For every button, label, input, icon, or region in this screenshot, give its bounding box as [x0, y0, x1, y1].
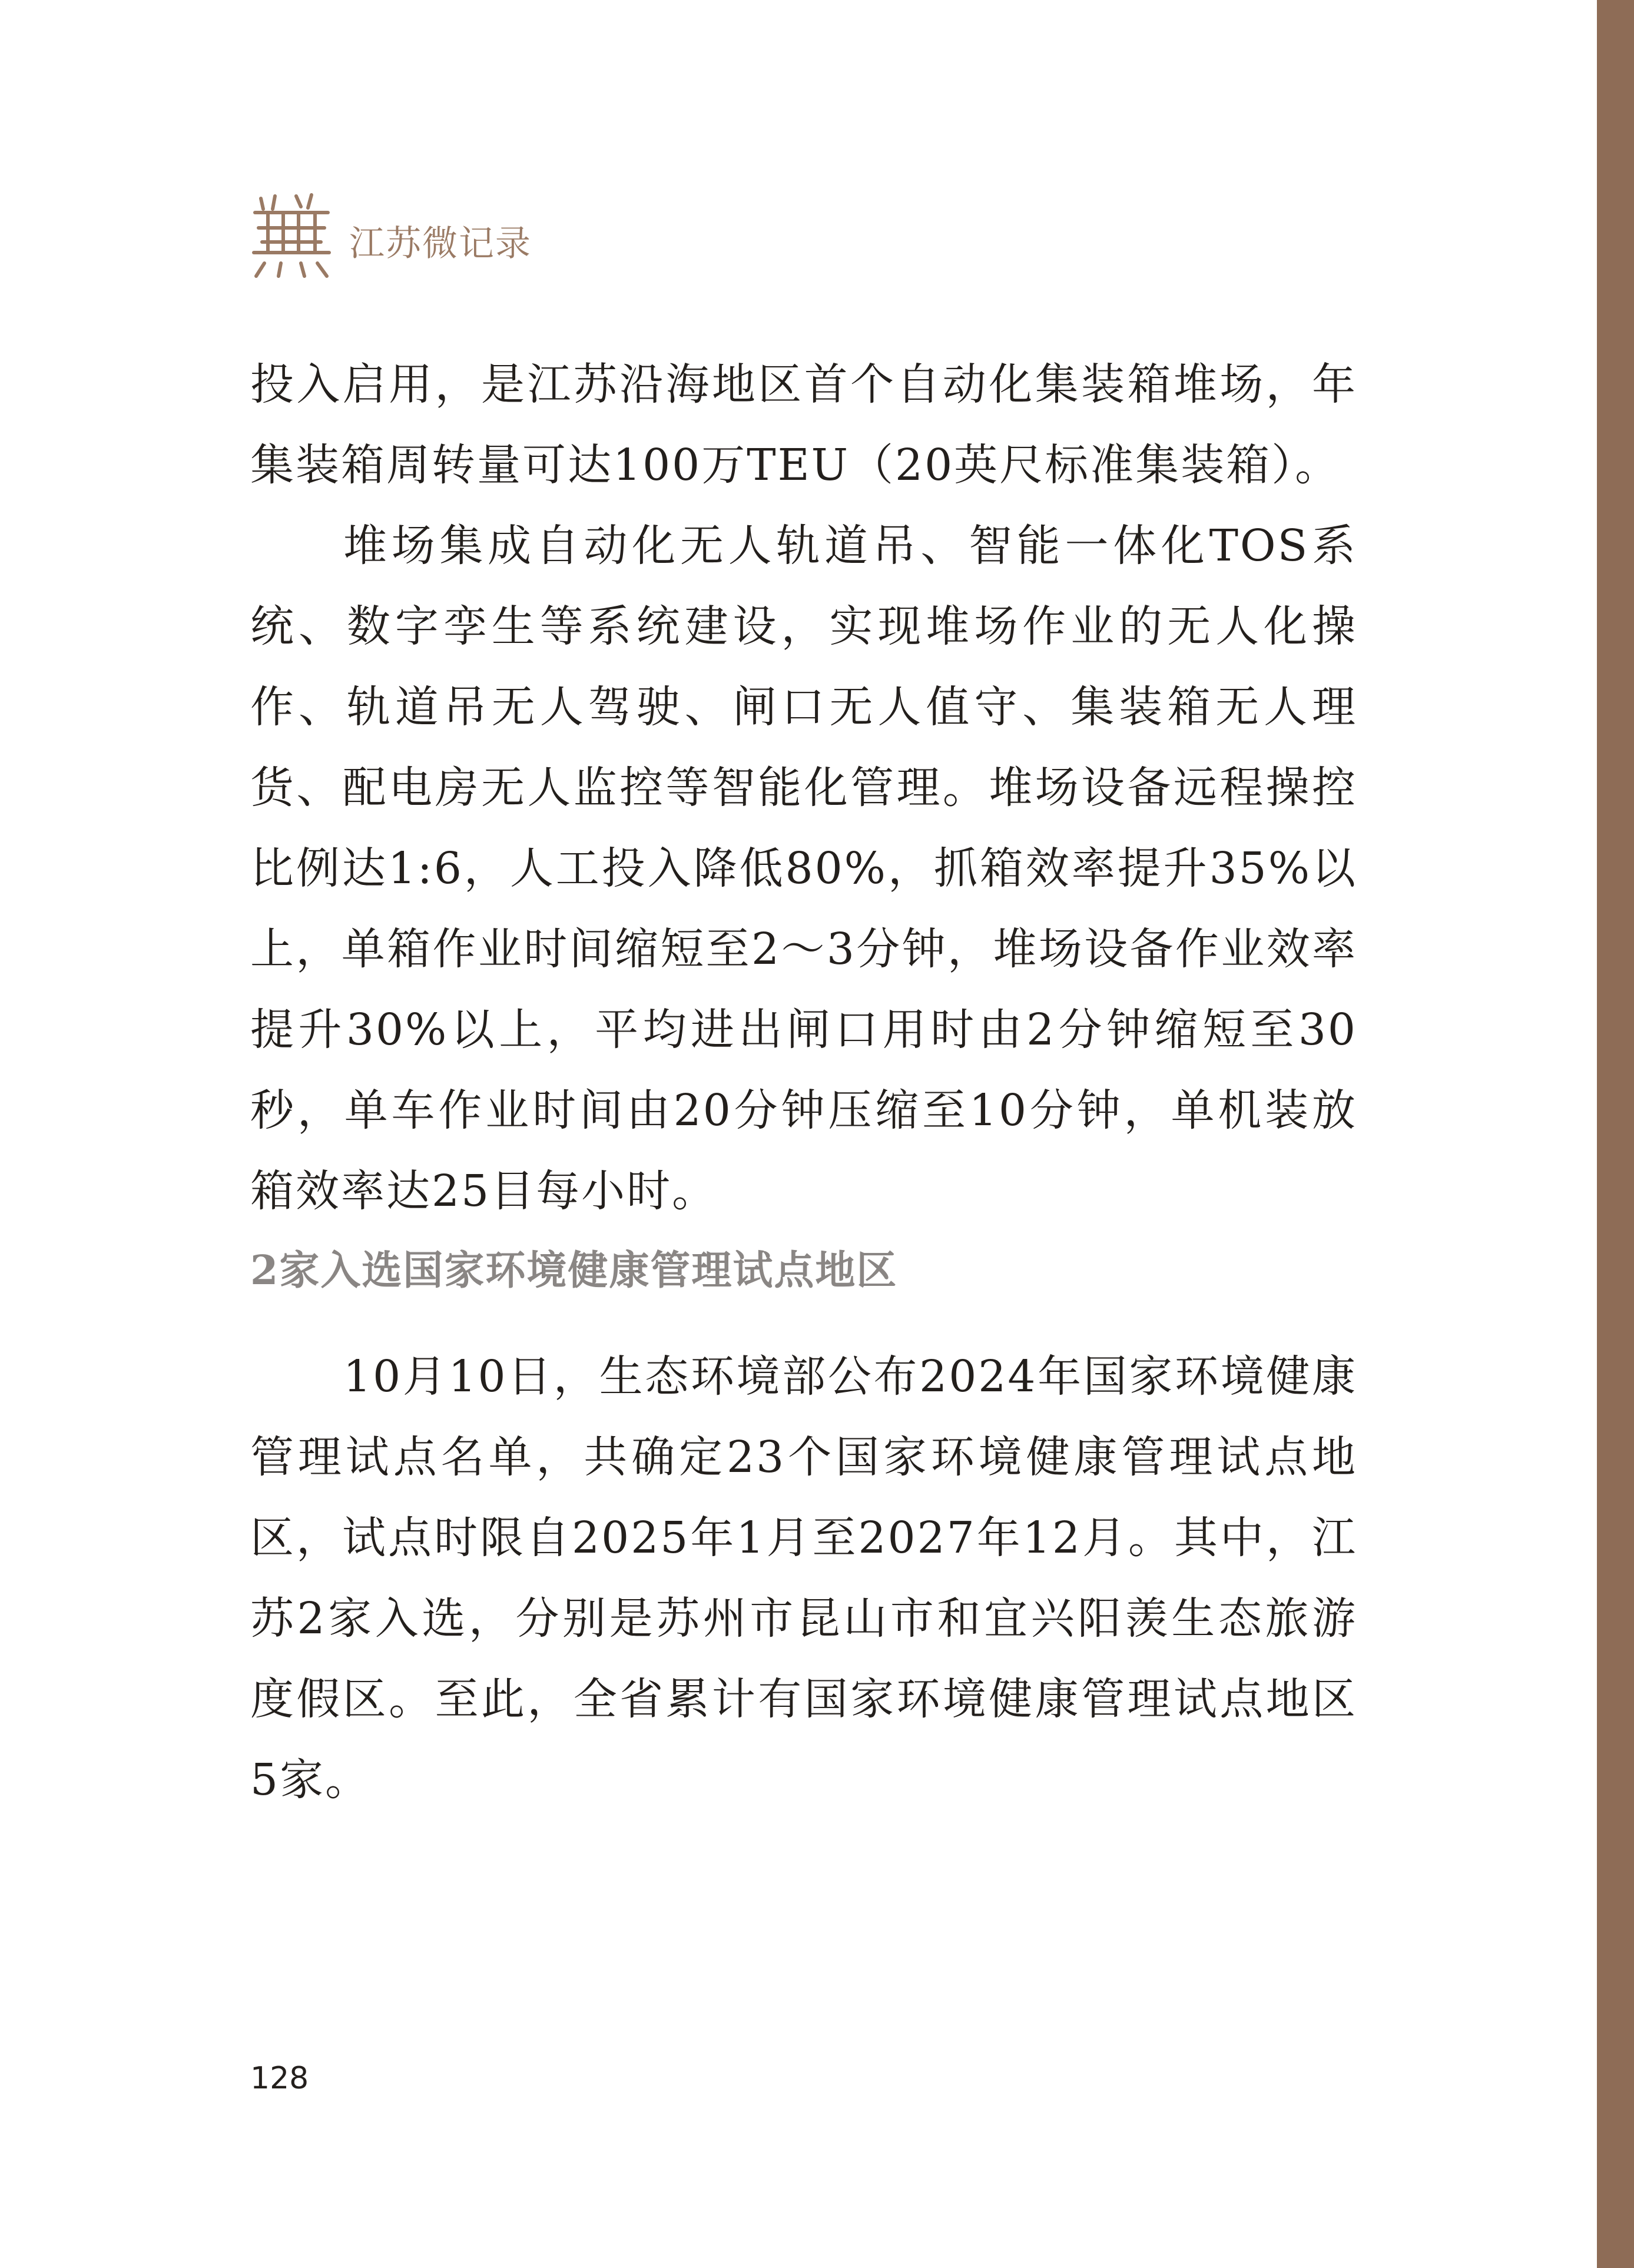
page-header	[250, 191, 532, 280]
paragraph-continuation: 投入启用，是江苏沿海地区首个自动化集装箱堆场，年集装箱周转量可达100万TEU（20英尺标准集装箱）。	[250, 359, 1357, 490]
paragraph-yard-automation: 堆场集成自动化无人轨道吊、智能一体化TOS系统、数字孪生等系统建设，实现堆场作业的无人化操作、轨道吊无人驾驶、闸口无人值守、集装箱无人理货、配电房无人监控等智能化管理。堆场设备远程操控比例达1:6，人工投入降低80%，抓箱效率提升35%以上，单箱作业时间缩短至2～3分钟，堆场设备作业效率提升30%以上，平均进出闸口用时由2分钟缩短至30秒，单车作业时间由20分钟压缩至10分钟，单机装放箱效率达25目每小时。	[250, 520, 1357, 1216]
body-text-bottom	[250, 1337, 1357, 1821]
side-color-band	[1597, 0, 1634, 2268]
jiangsu-logo-icon	[250, 191, 333, 280]
paragraph-environment-health: 10月10日，生态环境部公布2024年国家环境健康管理试点名单，共确定23个国家环境健康管理试点地区，试点时限自2025年1月至2027年12月。其中，江苏2家入选，分别是苏州市昆山市和宜兴阳羡生态旅游度假区。至此，全省累计有国家环境健康管理试点地区5家。	[250, 1351, 1357, 1805]
body-text-top	[250, 344, 1357, 1232]
section-heading: 2家入选国家环境健康管理试点地区	[250, 1247, 898, 1294]
page-number: 128	[250, 2061, 309, 2096]
header-title: 江苏微记录	[349, 223, 532, 264]
